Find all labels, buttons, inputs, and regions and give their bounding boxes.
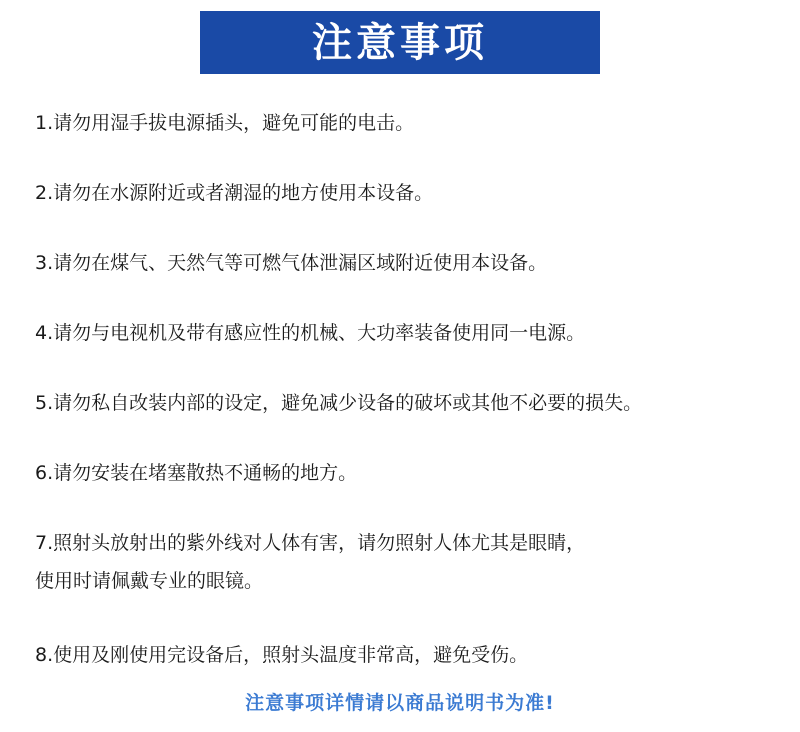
page-title: 注意事项 (312, 19, 488, 66)
notice-item-5: 5.请勿私自改装内部的设定，避免减少设备的破坏或其他不必要的损失。 (35, 392, 643, 414)
footer-note: 注意事项详情请以商品说明书为准! (245, 692, 555, 714)
notice-item-4: 4.请勿与电视机及带有感应性的机械、大功率装备使用同一电源。 (35, 322, 586, 344)
notice-item-8: 8.使用及刚使用完设备后，照射头温度非常高，避免受伤。 (35, 644, 529, 666)
notice-item-7-line-2: 使用时请佩戴专业的眼镜。 (35, 570, 264, 592)
notice-item-6: 6.请勿安装在堵塞散热不通畅的地方。 (35, 462, 358, 484)
notice-item-3: 3.请勿在煤气、天然气等可燃气体泄漏区域附近使用本设备。 (35, 252, 548, 274)
notice-item-7-line-1: 7.照射头放射出的紫外线对人体有害，请勿照射人体尤其是眼睛， (35, 532, 586, 554)
notice-item-1: 1.请勿用湿手拔电源插头，避免可能的电击。 (35, 112, 415, 134)
notice-item-2: 2.请勿在水源附近或者潮湿的地方使用本设备。 (35, 182, 434, 204)
